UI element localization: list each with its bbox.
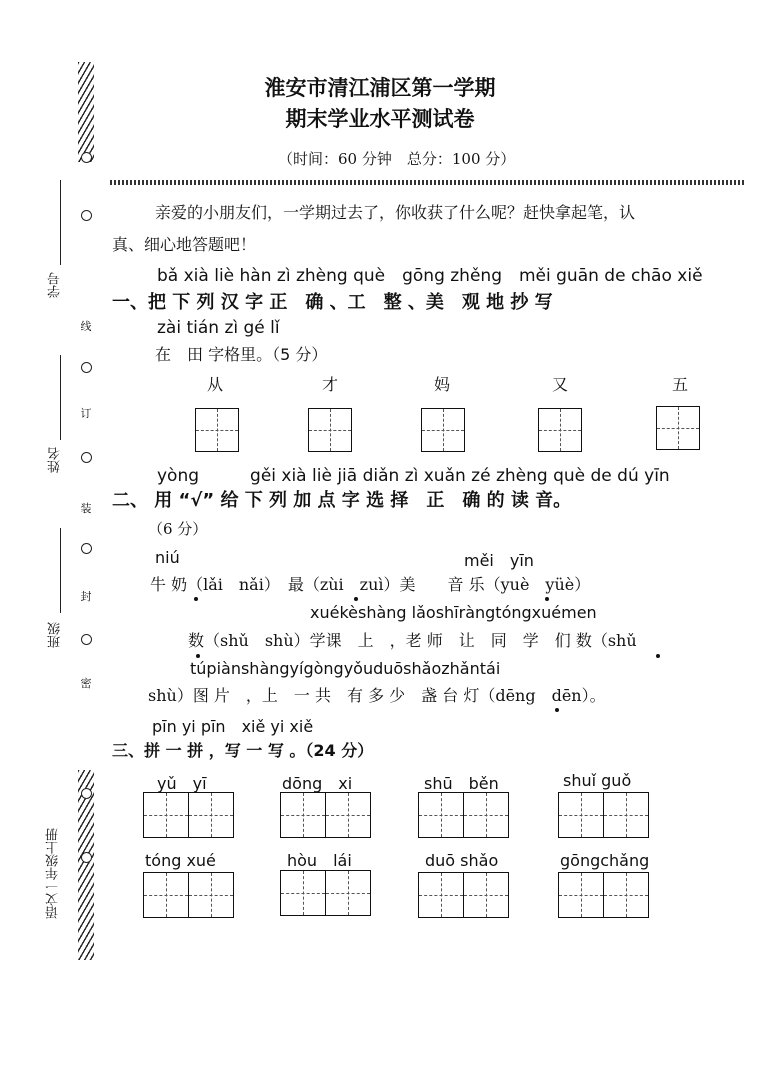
- q1-char: 妈: [434, 375, 451, 394]
- writing-grid-box[interactable]: [421, 408, 465, 452]
- q1-heading-cont: 在 田 字格里。（5 分）: [155, 345, 328, 364]
- binding-char: 订: [80, 407, 92, 420]
- exam-meta: （时间：60 分钟 总分：100 分）: [278, 150, 516, 168]
- answer-grid[interactable]: [558, 872, 649, 918]
- writing-grid-box[interactable]: [195, 408, 239, 452]
- q2-pinyin-line2: xuékèshàng lǎoshīràngtóngxuémen: [310, 603, 597, 622]
- answer-grid[interactable]: [280, 870, 371, 916]
- answer-grid[interactable]: [143, 792, 234, 838]
- writing-grid-box[interactable]: [538, 408, 582, 452]
- emphasis-dot: [354, 597, 358, 601]
- exam-title-line2: 期末学业水平测试卷: [285, 107, 475, 131]
- q2-score: （6 分）: [148, 520, 208, 538]
- answer-grid[interactable]: [558, 792, 649, 838]
- q2-heading: 二、 用 “√” 给 下 列 加 点 字 选 择 正 确 的 读 音。: [112, 490, 572, 511]
- q3-word-pinyin: yǔ yī: [157, 774, 207, 793]
- q2-pinyin-meiyin: měi yīn: [464, 551, 534, 570]
- answer-grid[interactable]: [418, 872, 509, 918]
- answer-grid[interactable]: [143, 872, 234, 918]
- binding-hole: [81, 152, 92, 163]
- q2-line2: 数（shǔ shù）学课 上 ，老 师 让 同 学 们 数（shǔ: [188, 631, 637, 650]
- binding-hole: [81, 452, 92, 463]
- emphasis-dot: [196, 654, 200, 658]
- q1-heading: 一、把 下 列 汉 字 正 确 、工 整 、美 观 地 抄 写: [112, 292, 553, 313]
- name-blank[interactable]: [60, 355, 61, 440]
- writing-grid-box[interactable]: [656, 406, 700, 450]
- exam-title-line1: 淮安市清江浦区第一学期: [264, 76, 496, 100]
- q1-char: 从: [207, 375, 224, 394]
- q1-pinyin-line1: bǎ xià liè hàn zì zhèng què gōng zhěng měi guān de chāo xiě: [157, 266, 703, 286]
- binding-hole: [81, 788, 92, 799]
- emphasis-dot: [656, 654, 660, 658]
- q3-word-pinyin: dōng xi: [282, 774, 353, 793]
- writing-grid-box[interactable]: [308, 408, 352, 452]
- emphasis-dot: [555, 708, 559, 712]
- q3-word-pinyin: gōngchǎng: [560, 851, 650, 870]
- binding-hole: [81, 634, 92, 645]
- q2-line1: 牛 奶（lǎi nǎi） 最（zùi zuì）美 音 乐（yuè yüè）: [150, 575, 591, 594]
- q3-word-pinyin: hòu lái: [287, 851, 352, 870]
- intro-line2: 真、细心地答题吧！: [112, 235, 257, 254]
- emphasis-dot: [545, 597, 549, 601]
- q3-pinyin: pīn yi pīn xiě yi xiě: [152, 717, 314, 736]
- q2-pinyin-line1: yòng gěi xià liè jiā diǎn zì xuǎn zé zhèng què de dú yīn: [157, 466, 670, 486]
- binding-hole: [81, 210, 92, 221]
- class-blank[interactable]: [60, 528, 61, 613]
- binding-hole: [81, 543, 92, 554]
- emphasis-dot: [194, 597, 198, 601]
- q2-pinyin-niu: niú: [155, 548, 180, 567]
- q1-char: 才: [322, 375, 339, 394]
- q3-heading: 三、拼 一 拼 ，写 一 写 。（24 分）: [112, 741, 374, 760]
- binding-hole: [81, 852, 92, 863]
- binding-char: 线: [80, 320, 92, 333]
- q3-word-pinyin: duō shǎo: [425, 851, 499, 870]
- q1-pinyin-line2: zài tián zì gé lǐ: [157, 318, 280, 338]
- q2-pinyin-line3: túpiànshàngyígòngyǒuduōshǎozhǎntái: [190, 659, 501, 678]
- binding-hole: [81, 362, 92, 373]
- binding-char: 封: [80, 590, 92, 603]
- class-label: 班级: [48, 622, 63, 648]
- student-id-label: 学号: [48, 272, 63, 298]
- intro-line1: 亲爱的小朋友们，一学期过去了，你收获了什么呢？赶快拿起笔，认: [155, 203, 636, 222]
- q3-word-pinyin: tóng xué: [145, 851, 216, 870]
- header-divider: [110, 180, 744, 185]
- student-id-blank[interactable]: [60, 180, 61, 265]
- answer-grid[interactable]: [418, 792, 509, 838]
- q1-char: 又: [552, 375, 569, 394]
- binding-char: 密: [80, 677, 92, 690]
- q3-word-pinyin: shuǐ guǒ: [563, 771, 632, 790]
- answer-grid[interactable]: [280, 792, 371, 838]
- binding-char: 装: [80, 502, 92, 515]
- subject-label: 语文一年级上册: [46, 828, 61, 919]
- q2-line3: shù）图 片 ，上 一 共 有 多 少 盏 台 灯（dēng dēn）。: [148, 686, 606, 705]
- q1-char: 五: [672, 375, 689, 394]
- name-label: 姓名: [48, 447, 63, 473]
- q3-word-pinyin: shū běn: [424, 774, 499, 793]
